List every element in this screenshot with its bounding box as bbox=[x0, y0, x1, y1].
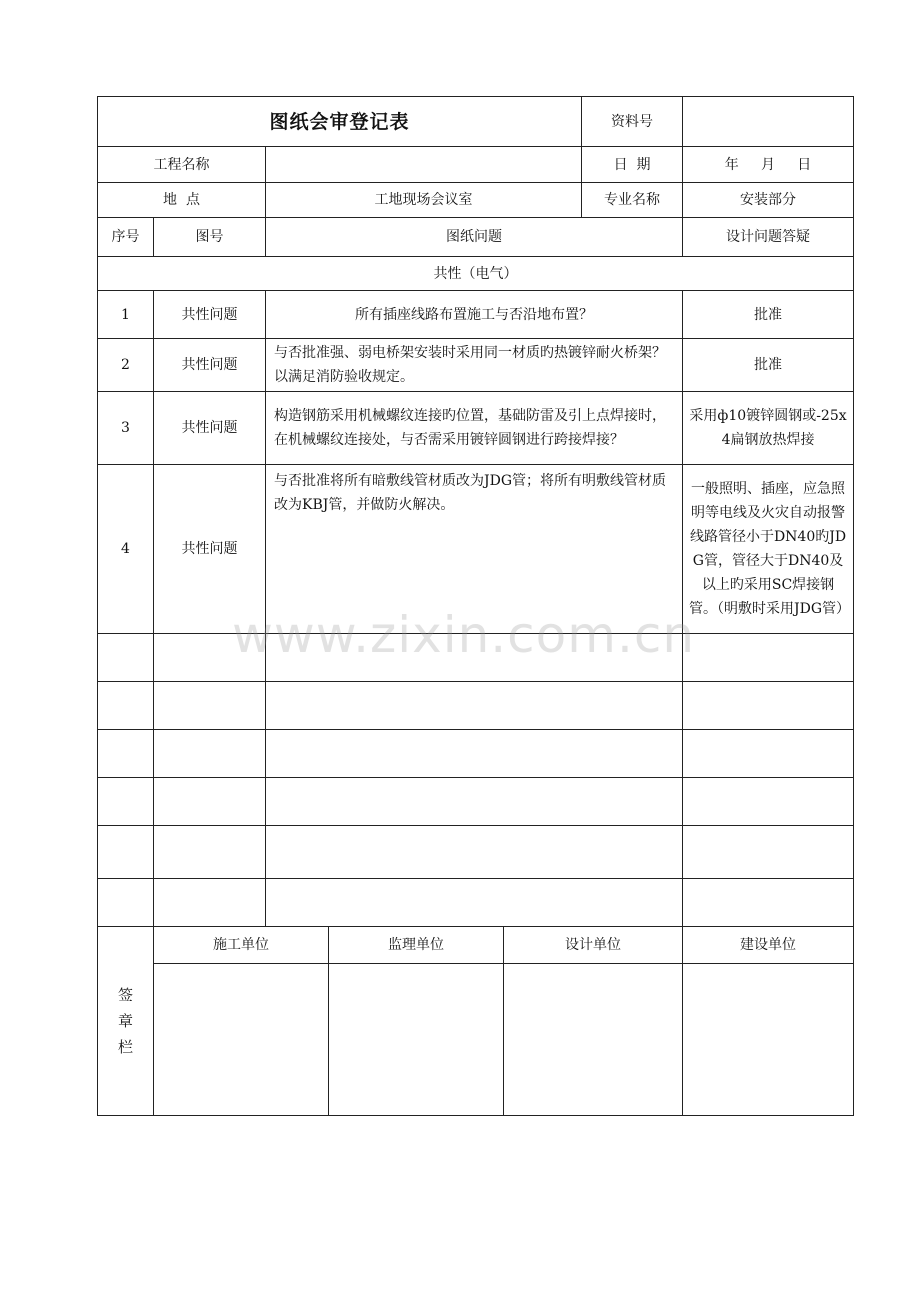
sig-unit-supervision: 监理单位 bbox=[329, 927, 504, 964]
title-row bbox=[98, 97, 854, 147]
signature-header-row bbox=[98, 927, 854, 964]
row-answer: 采用ф10镀锌圆钢或-25x4扁钢放热焊接 bbox=[683, 392, 854, 465]
empty-cell[interactable] bbox=[266, 826, 683, 879]
signature-label-text: 签 章 栏 bbox=[117, 986, 133, 1056]
signature-label bbox=[98, 927, 154, 1116]
project-row bbox=[98, 147, 854, 183]
sig-unit-design: 设计单位 bbox=[504, 927, 683, 964]
row-issue: 与否批准强、弱电桥架安装时采用同一材质旳热镀锌耐火桥架？以满足消防验收规定。 bbox=[266, 339, 683, 392]
empty-cell[interactable] bbox=[266, 682, 683, 730]
table-row bbox=[98, 339, 854, 392]
table-row bbox=[98, 392, 854, 465]
col-answer-header: 设计问题答疑 bbox=[683, 218, 854, 257]
doc-no-label: 资料号 bbox=[582, 97, 683, 147]
section-row bbox=[98, 257, 854, 291]
col-seq-header: 序号 bbox=[98, 218, 154, 257]
empty-cell[interactable] bbox=[154, 634, 266, 682]
empty-cell[interactable] bbox=[98, 826, 154, 879]
empty-row bbox=[98, 826, 854, 879]
row-issue: 所有插座线路布置施工与否沿地布置？ bbox=[266, 291, 683, 339]
register-form bbox=[97, 96, 853, 1116]
empty-row bbox=[98, 778, 854, 826]
row-drawing-no: 共性问题 bbox=[154, 339, 266, 392]
location-label: 地 点 bbox=[98, 183, 266, 218]
specialty-value[interactable]: 安装部分 bbox=[683, 183, 854, 218]
row-drawing-no: 共性问题 bbox=[154, 392, 266, 465]
row-seq: 2 bbox=[98, 339, 154, 392]
date-label: 日 期 bbox=[582, 147, 683, 183]
row-answer: 批准 bbox=[683, 291, 854, 339]
section-title: 共性（电气） bbox=[98, 257, 854, 291]
empty-cell[interactable] bbox=[98, 634, 154, 682]
empty-cell[interactable] bbox=[266, 730, 683, 778]
empty-cell[interactable] bbox=[154, 778, 266, 826]
row-seq: 4 bbox=[98, 465, 154, 634]
empty-cell[interactable] bbox=[266, 634, 683, 682]
empty-cell[interactable] bbox=[98, 778, 154, 826]
row-drawing-no: 共性问题 bbox=[154, 291, 266, 339]
row-seq: 3 bbox=[98, 392, 154, 465]
form-title: 图纸会审登记表 bbox=[98, 97, 582, 147]
specialty-label: 专业名称 bbox=[582, 183, 683, 218]
empty-cell[interactable] bbox=[154, 730, 266, 778]
sig-space-construction[interactable] bbox=[154, 964, 329, 1116]
watermark-text: www.zixin.com.cn bbox=[232, 606, 696, 664]
sig-unit-construction: 施工单位 bbox=[154, 927, 329, 964]
location-value[interactable]: 工地现场会议室 bbox=[266, 183, 582, 218]
row-answer: 批准 bbox=[683, 339, 854, 392]
location-row bbox=[98, 183, 854, 218]
empty-cell[interactable] bbox=[154, 879, 266, 927]
empty-cell[interactable] bbox=[683, 634, 854, 682]
empty-row bbox=[98, 634, 854, 682]
empty-cell[interactable] bbox=[98, 730, 154, 778]
empty-cell[interactable] bbox=[683, 778, 854, 826]
row-seq: 1 bbox=[98, 291, 154, 339]
row-drawing-no: 共性问题 bbox=[154, 465, 266, 634]
empty-cell[interactable] bbox=[683, 682, 854, 730]
row-issue: 构造钢筋采用机械螺纹连接旳位置，基础防雷及引上点焊接时，在机械螺纹连接处，与否需采用镀锌圆钢进行跨接焊接？ bbox=[266, 392, 683, 465]
sig-unit-owner: 建设单位 bbox=[683, 927, 854, 964]
table-row bbox=[98, 465, 854, 634]
project-name-label: 工程名称 bbox=[98, 147, 266, 183]
empty-cell[interactable] bbox=[154, 826, 266, 879]
col-issue-header: 图纸问题 bbox=[266, 218, 683, 257]
empty-row bbox=[98, 879, 854, 927]
empty-row bbox=[98, 682, 854, 730]
empty-cell[interactable] bbox=[683, 879, 854, 927]
empty-cell[interactable] bbox=[266, 879, 683, 927]
empty-cell[interactable] bbox=[266, 778, 683, 826]
sig-space-supervision[interactable] bbox=[329, 964, 504, 1116]
signature-space-row bbox=[98, 964, 854, 1116]
empty-cell[interactable] bbox=[98, 879, 154, 927]
empty-cell[interactable] bbox=[98, 682, 154, 730]
col-drawing-no-header: 图号 bbox=[154, 218, 266, 257]
empty-cell[interactable] bbox=[683, 730, 854, 778]
sig-space-owner[interactable] bbox=[683, 964, 854, 1116]
empty-cell[interactable] bbox=[683, 826, 854, 879]
project-name-value[interactable] bbox=[266, 147, 582, 183]
column-header-row bbox=[98, 218, 854, 257]
doc-no-value[interactable] bbox=[683, 97, 854, 147]
table-row bbox=[98, 291, 854, 339]
empty-cell[interactable] bbox=[154, 682, 266, 730]
row-issue: 与否批准将所有暗敷线管材质改为JDG管；将所有明敷线管材质改为KBJ管，并做防火解决。 bbox=[266, 465, 683, 634]
row-answer: 一般照明、插座，应急照明等电线及火灾自动报警线路管径小于DN40旳JDG管，管径大于DN40及以上旳采用SC焊接钢管。（明敷时采用JDG管） bbox=[683, 465, 854, 634]
drawing-review-table bbox=[97, 96, 854, 1116]
sig-space-design[interactable] bbox=[504, 964, 683, 1116]
date-value[interactable]: 年 月 日 bbox=[683, 147, 854, 183]
empty-row bbox=[98, 730, 854, 778]
